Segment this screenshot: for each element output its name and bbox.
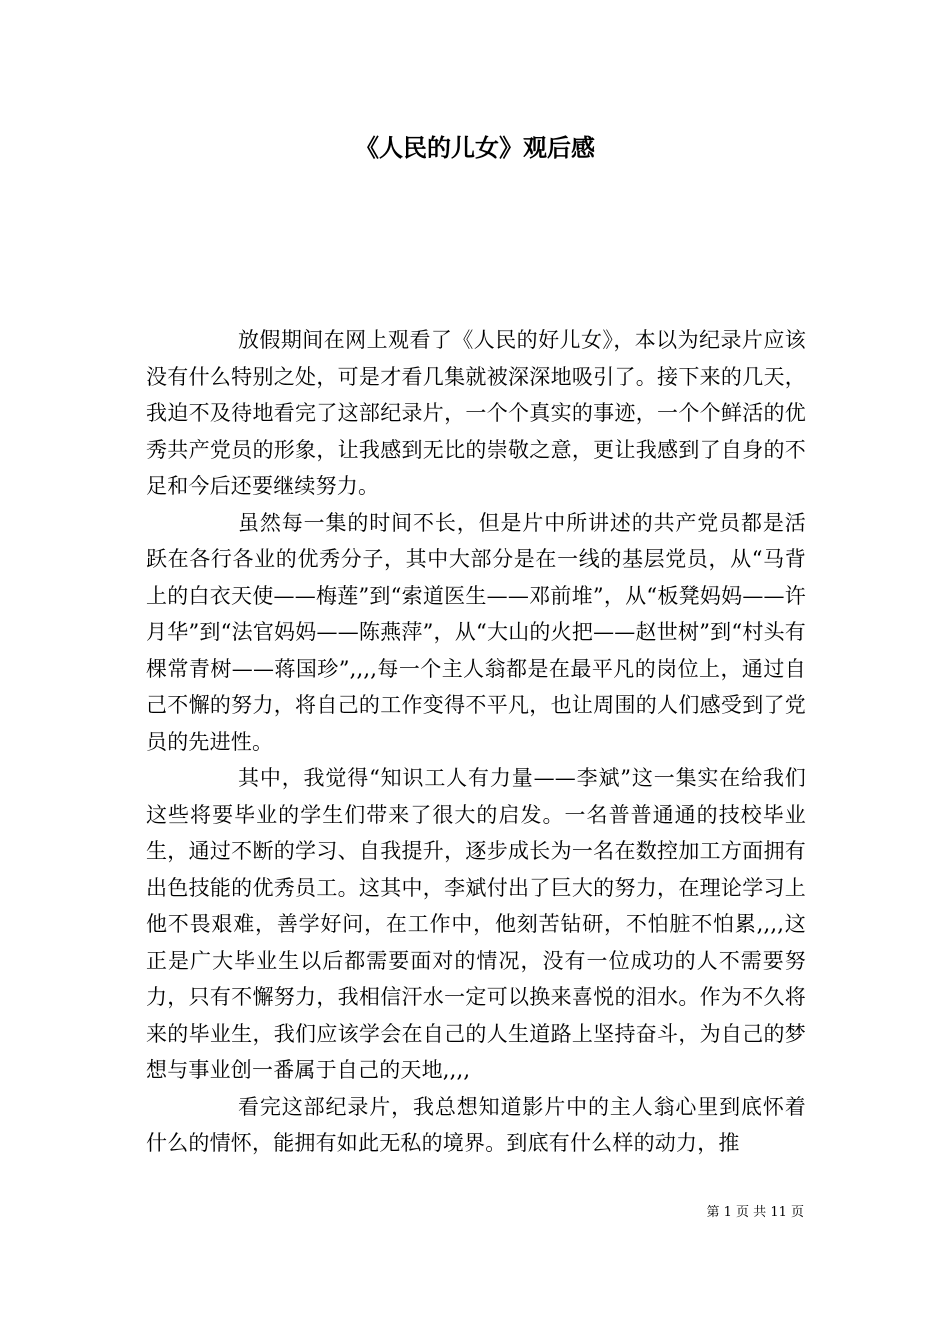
page-number-footer: 第 1 页 共 11 页 — [706, 1205, 804, 1220]
paragraph-2: 虽然每一集的时间不长，但是片中所讲述的共产党员都是活跃在各行各业的优秀分子，其中大部分是在一线的基层党员，从“马背上的白衣天使——梅莲”到“索道医生——邓前堆”，从“板凳妈妈——许月华”到“法官妈妈——陈燕萍”，从“大山的火把——赵世树”到“村头有棵常青树——蒋国珍”,,,,每一个主人翁都是在最平凡的岗位上，通过自己不懈的努力，将自己的工作变得不平凡，也让周围的人们感受到了党员的先进性。 — [146, 510, 806, 754]
paragraph-4: 看完这部纪录片，我总想知道影片中的主人翁心里到底怀着什么的情怀，能拥有如此无私的境界。到底有什么样的动力，推 — [146, 1094, 806, 1155]
document-title: 《人民的儿女》观后感 — [355, 133, 595, 162]
paragraph-3: 其中，我觉得“知识工人有力量——李斌”这一集实在给我们这些将要毕业的学生们带来了很大的启发。一名普普通通的技校毕业生，通过不断的学习、自我提升，逐步成长为一名在数控加工方面拥有出色技能的优秀员工。这其中，李斌付出了巨大的努力，在理论学习上他不畏艰难，善学好问，在工作中，他刻苦钻研，不怕脏不怕累,,,,这正是广大毕业生以后都需要面对的情况，没有一位成功的人不需要努力，只有不懈努力，我相信汗水一定可以换来喜悦的泪水。作为不久将来的毕业生，我们应该学会在自己的人生道路上坚持奋斗，为自己的梦想与事业创一番属于自己的天地,,,, — [146, 766, 806, 1082]
paragraph-1: 放假期间在网上观看了《人民的好儿女》，本以为纪录片应该没有什么特别之处，可是才看几集就被深深地吸引了。接下来的几天，我迫不及待地看完了这部纪录片，一个个真实的事迹，一个个鲜活的优秀共产党员的形象，让我感到无比的崇敬之意，更让我感到了自身的不足和今后还要继续努力。 — [146, 328, 806, 498]
document-body — [146, 322, 806, 1162]
